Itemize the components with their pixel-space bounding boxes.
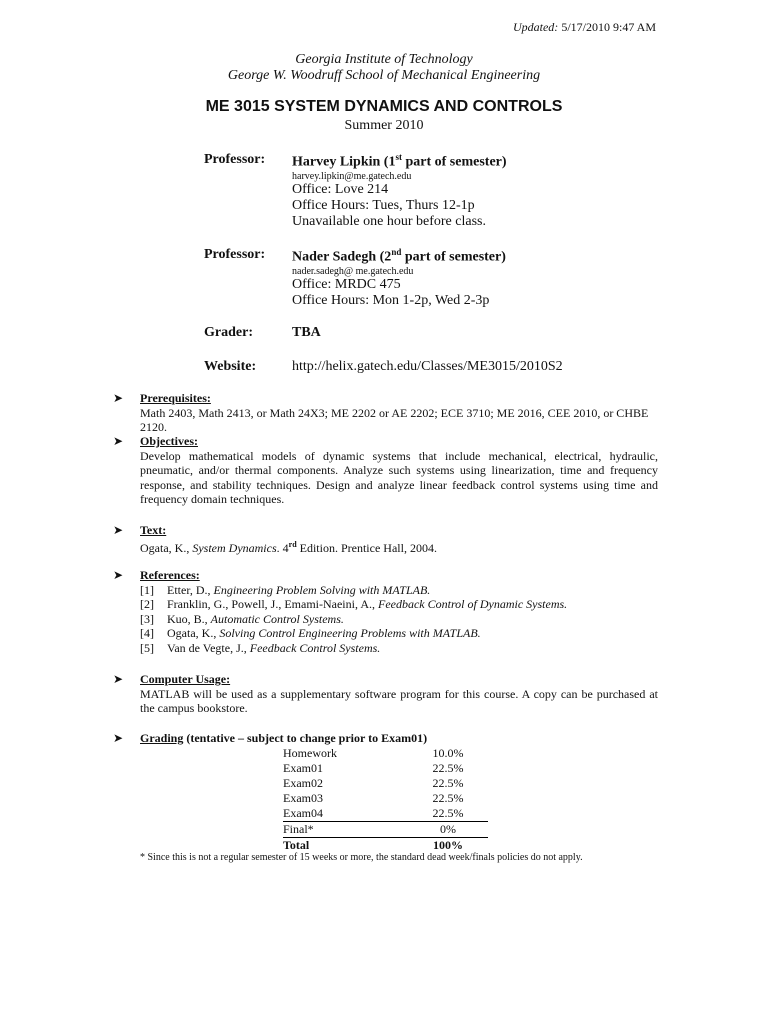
reference-item: [2] Franklin, G., Powell, J., Emami-Naeini, A., Feedback Control of Dynamic Systems. bbox=[140, 597, 568, 611]
professor-2-hours: Office Hours: Mon 1-2p, Wed 2-3p bbox=[292, 292, 490, 308]
grading-subtitle: (tentative – subject to change prior to Exam01) bbox=[183, 731, 428, 745]
references-section bbox=[113, 568, 658, 655]
professor-1-hours: Office Hours: Tues, Thurs 12-1p bbox=[292, 197, 475, 213]
final-row: Final* 0% bbox=[283, 822, 488, 838]
arrowhead-bullet-icon: ➤ bbox=[113, 731, 124, 745]
website-link[interactable]: http://helix.gatech.edu/Classes/ME3015/2010S2 bbox=[292, 359, 563, 374]
computer-usage-section bbox=[113, 672, 658, 716]
arrowhead-bullet-icon: ➤ bbox=[113, 672, 124, 686]
objectives-section bbox=[113, 434, 658, 507]
computer-usage-text: MATLAB will be used as a supplementary software program for this course. A copy can be purchased at the campus bookstore. bbox=[140, 686, 658, 715]
arrowhead-bullet-icon: ➤ bbox=[113, 391, 124, 405]
grading-footnote: * Since this is not a regular semester of 15 weeks or more, the standard dead week/finals policies do not apply. bbox=[140, 852, 583, 863]
grader-value: TBA bbox=[292, 325, 321, 340]
reference-item: [1] Etter, D., Engineering Problem Solving with MATLAB. bbox=[140, 582, 431, 597]
professor-2-email[interactable]: nader.sadegh@ me.gatech.edu bbox=[292, 265, 414, 277]
professor-2-name: Nader Sadegh (2nd part of semester) bbox=[292, 247, 506, 265]
text-section bbox=[113, 523, 658, 555]
reference-item: [4] Ogata, K., Solving Control Engineering Problems with MATLAB. bbox=[140, 626, 481, 640]
reference-item: [3] Kuo, B., Automatic Control Systems. bbox=[140, 611, 344, 626]
prerequisites-text: Math 2403, Math 2413, or Math 24X3; ME 2202 or AE 2202; ECE 3710; ME 2016, CEE 2010, or CHBE 2120. bbox=[140, 405, 649, 434]
text-title: Text: bbox=[140, 523, 167, 537]
table-row: Exam04 22.5% bbox=[283, 806, 464, 820]
updated-label: Updated: bbox=[512, 20, 559, 34]
table-row: Exam01 22.5% bbox=[283, 761, 464, 775]
grading-table bbox=[283, 746, 488, 853]
prerequisites-title: Prerequisites: bbox=[140, 391, 211, 405]
course-term: Summer 2010 bbox=[344, 118, 424, 133]
updated-stamp bbox=[513, 20, 656, 35]
professor-2-office: Office: MRDC 475 bbox=[292, 276, 401, 292]
table-row: Homework 10.0% bbox=[283, 746, 464, 760]
arrowhead-bullet-icon: ➤ bbox=[113, 523, 124, 537]
grading-section bbox=[113, 731, 658, 746]
references-title: References: bbox=[140, 568, 200, 582]
table-row: Exam02 22.5% bbox=[283, 776, 464, 790]
grading-title: Grading bbox=[140, 731, 184, 745]
school-name: George W. Woodruff School of Mechanical Engineering bbox=[227, 68, 541, 83]
total-row: Total 100% bbox=[283, 838, 488, 854]
website-label: Website: bbox=[204, 359, 257, 374]
prerequisites-section bbox=[113, 391, 658, 435]
reference-item: [5] Van de Vegte, J., Feedback Control Systems. bbox=[140, 640, 381, 655]
professor-1-name: Harvey Lipkin (1st part of semester) bbox=[292, 152, 507, 170]
table-row: Exam03 22.5% bbox=[283, 791, 464, 805]
professor-1-label: Professor: bbox=[204, 152, 266, 167]
professor-1-office: Office: Love 214 bbox=[292, 181, 389, 197]
computer-usage-title: Computer Usage: bbox=[140, 672, 231, 686]
objectives-title: Objectives: bbox=[140, 434, 198, 448]
textbook-citation: Ogata, K., System Dynamics. 4rd Edition. Prentice Hall, 2004. bbox=[140, 539, 437, 555]
grader-label: Grader: bbox=[204, 325, 253, 340]
professor-1-block bbox=[292, 152, 507, 230]
updated-value: 5/17/2010 9:47 AM bbox=[561, 20, 656, 34]
institution-block bbox=[0, 52, 768, 84]
professor-2-label: Professor: bbox=[204, 247, 266, 262]
objectives-text: Develop mathematical models of dynamic systems that include mechanical, electrical, hydraulic, pneumatic, and/or thermal components. Analyze such systems using linearization, time and frequency response, and stability techniques. Design and analyze linear feedback control systems using time and frequency domain techniques. bbox=[140, 448, 658, 506]
professor-2-block bbox=[292, 247, 506, 309]
arrowhead-bullet-icon: ➤ bbox=[113, 568, 124, 582]
institution-name: Georgia Institute of Technology bbox=[295, 52, 473, 67]
arrowhead-bullet-icon: ➤ bbox=[113, 434, 124, 448]
course-title: ME 3015 SYSTEM DYNAMICS AND CONTROLS bbox=[205, 98, 563, 115]
professor-1-note: Unavailable one hour before class. bbox=[292, 213, 486, 229]
professor-1-email[interactable]: harvey.lipkin@me.gatech.edu bbox=[292, 170, 412, 182]
